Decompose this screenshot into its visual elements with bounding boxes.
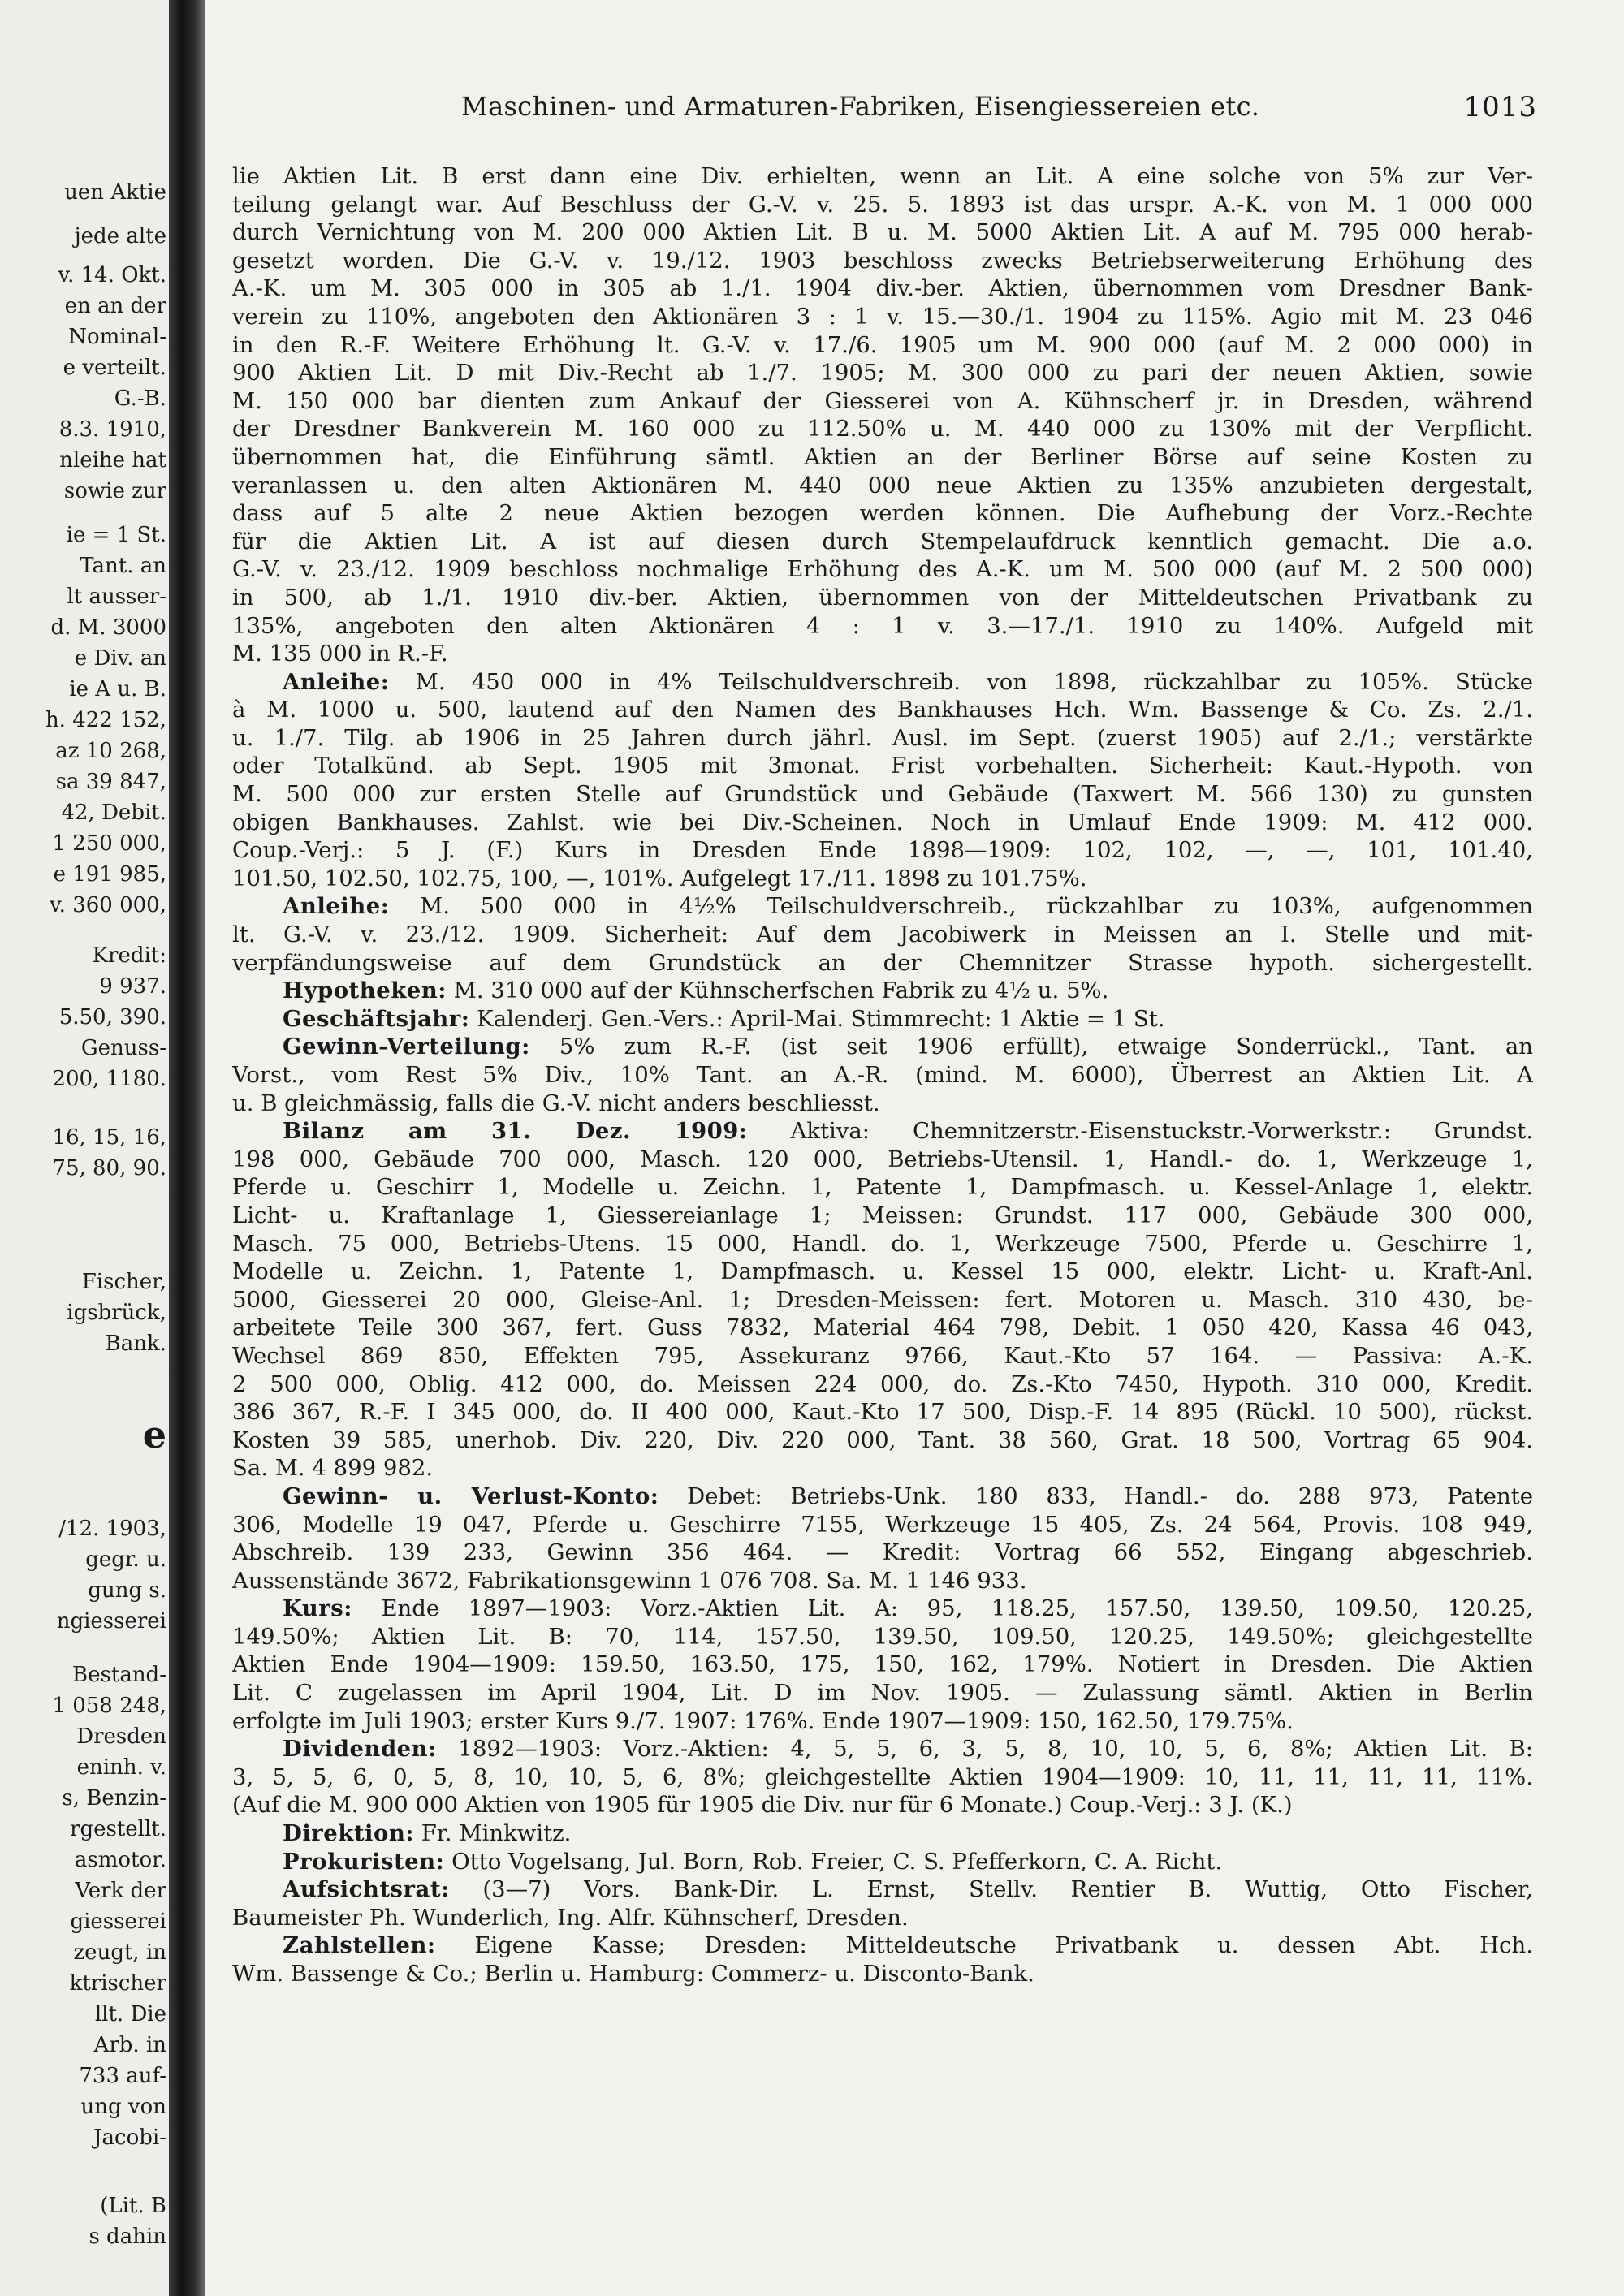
line-text: obigen Bankhauses. Zahlst. wie bei Div.-Scheinen. Noch in Umlauf Ende 1909: M. 412 000. [232, 809, 1533, 835]
previous-page-text-fragment: 9 937. [99, 974, 166, 999]
line-text: M. 450 000 in 4% Teilschuldverschreib. von 1898, rückzahlbar zu 105%. Stücke [389, 668, 1533, 695]
previous-page-text-fragment: llt. Die [94, 2002, 166, 2026]
text-line [232, 949, 1533, 978]
previous-page-text-fragment: s dahin [89, 2225, 166, 2249]
line-text: Modelle u. Zeichn. 1, Patente 1, Dampfmasch. u. Kessel 15 000, elektr. Licht- u. Kraft-Anl. [232, 1258, 1533, 1285]
line-text: M. 310 000 auf der Kühnscherfschen Fabrik zu 4½ u. 5%. [446, 978, 1109, 1004]
text-line [232, 1763, 1533, 1792]
line-text: Masch. 75 000, Betriebs-Utens. 15 000, Handl. do. 1, Werkzeuge 7500, Pferde u. Geschirre 1, [232, 1230, 1533, 1257]
text-line [232, 443, 1533, 472]
text-line [232, 1651, 1533, 1679]
line-text: Baumeister Ph. Wunderlich, Ing. Alfr. Kühnscherf, Dresden. [232, 1904, 909, 1931]
line-text: Sa. M. 4 899 982. [232, 1455, 434, 1482]
previous-page-text-fragment: d. M. 3000 [50, 615, 166, 640]
line-text: 198 000, Gebäude 700 000, Masch. 120 000, Betriebs-Utensil. 1, Handl.- do. 1, Werkzeuge 1, [232, 1146, 1533, 1172]
section-keyword: Anleihe: [283, 893, 390, 920]
line-text: für die Aktien Lit. A ist auf diesen durch Stempelaufdruck kenntlich gemacht. Die a.o. [232, 528, 1533, 555]
section-keyword: Prokuristen: [283, 1848, 445, 1875]
text-line [232, 331, 1533, 360]
section-keyword: Aufsichtsrat: [283, 1876, 450, 1903]
line-text: dass auf 5 alte 2 neue Aktien bezogen werden können. Die Aufhebung der Vorz.-Rechte [232, 500, 1533, 527]
text-line [232, 1370, 1533, 1399]
line-text: Aktien Ende 1904—1909: 159.50, 163.50, 175, 150, 162, 179%. Notiert in Dresden. Die Aktien [232, 1651, 1533, 1678]
line-text: à M. 1000 u. 500, lautend auf den Namen des Bankhauses Hch. Wm. Bassenge & Co. Zs. 2./1. [232, 697, 1533, 723]
previous-page-text-fragment: Kredit: [92, 943, 166, 968]
text-line [232, 1426, 1533, 1455]
line-text: Aktiva: Chemnitzerstr.-Eisenstuckstr.-Vorwerkstr.: Grundst. [747, 1118, 1533, 1145]
line-text: der Dresdner Bankverein M. 160 000 zu 112.50% u. M. 440 000 zu 130% mit der Verpflicht. [232, 416, 1533, 442]
line-text: in 500, ab 1./1. 1910 div.-ber. Aktien, übernommen von der Mitteldeutschen Privatbank zu [232, 584, 1533, 611]
section-line [232, 1595, 1533, 1623]
text-line [232, 752, 1533, 780]
text-line [232, 274, 1533, 303]
previous-page-text-fragment: ngiesserei [56, 1609, 166, 1634]
section-line [232, 1117, 1533, 1146]
line-text: verein zu 110%, angeboten den Aktionären 3 : 1 v. 15.—30./1. 1904 zu 115%. Agio mit M. 23 046 [232, 303, 1533, 330]
section-keyword: Hypotheken: [283, 978, 447, 1004]
line-text: lt. G.-V. v. 23./12. 1909. Sicherheit: Auf dem Jacobiwerk in Meissen an I. Stelle und mit- [232, 921, 1533, 948]
text-line [232, 1567, 1533, 1595]
previous-page-text-fragment: uen Aktie [64, 180, 166, 205]
section-keyword: Kurs: [283, 1595, 352, 1622]
line-text: teilung gelangt war. Auf Beschluss der G.-V. v. 25. 5. 1893 ist das urspr. A.-K. von M. 1 000 000 [232, 191, 1533, 218]
line-text: Wm. Bassenge & Co.; Berlin u. Hamburg: Commerz- u. Disconto-Bank. [232, 1961, 1034, 1987]
text-line [232, 584, 1533, 612]
line-text: Ende 1897—1903: Vorz.-Aktien Lit. A: 95, 118.25, 157.50, 139.50, 109.50, 120.25, [352, 1595, 1533, 1622]
previous-page-text-fragment: ung von [80, 2095, 166, 2119]
line-text: 900 Aktien Lit. D mit Div.-Recht ab 1./7. 1905; M. 300 000 zu pari der neuen Aktien, sowie [232, 360, 1533, 386]
line-text: M. 135 000 in R.-F. [232, 641, 448, 667]
text-line [232, 415, 1533, 443]
line-text: 135%, angeboten den alten Aktionären 4 : 1 v. 3.—17./1. 1910 zu 140%. Aufgeld mit [232, 612, 1533, 639]
previous-page-text-fragment: Jacobi- [93, 2126, 166, 2150]
line-text: durch Vernichtung von M. 200 000 Aktien Lit. B u. M. 5000 Aktien Lit. A auf M. 795 000 herab- [232, 219, 1533, 246]
previous-page-text-fragment: Bestand- [72, 1663, 166, 1687]
line-text: in den R.-F. Weitere Erhöhung lt. G.-V. v. 17./6. 1905 um M. 900 000 (auf M. 2 000 000) in [232, 331, 1533, 358]
section-keyword: Geschäftsjahr: [283, 1005, 470, 1032]
text-line [232, 1061, 1533, 1090]
section-keyword: Direktion: [283, 1820, 414, 1847]
previous-page-text-fragment: lt ausser- [67, 585, 166, 609]
previous-page-text-fragment: Tant. an [80, 554, 166, 578]
previous-page-text-fragment: 733 auf- [79, 2064, 166, 2088]
section-keyword: Dividenden: [283, 1736, 437, 1763]
section-keyword: Gewinn-Verteilung: [283, 1034, 530, 1060]
previous-page-text-fragment: ie A u. B. [69, 677, 166, 701]
line-text: 5% zum R.-F. (ist seit 1906 erfüllt), etwaige Sonderrückl., Tant. an [529, 1034, 1533, 1060]
text-line [232, 1791, 1533, 1819]
section-line [232, 1482, 1533, 1511]
text-line [232, 218, 1533, 247]
running-title: Maschinen- und Armaturen-Fabriken, Eisengiessereien etc. [461, 91, 1260, 122]
previous-page-text-fragment: gegr. u. [85, 1547, 166, 1572]
line-text: Coup.-Verj.: 5 J. (F.) Kurs in Dresden Ende 1898—1909: 102, 102, —, —, 101, 101.40, [232, 837, 1533, 864]
text-line [232, 191, 1533, 219]
text-line [232, 1539, 1533, 1567]
line-text: Eigene Kasse; Dresden: Mitteldeutsche Privatbank u. dessen Abt. Hch. [435, 1932, 1533, 1959]
previous-page-text-fragment: h. 422 152, [45, 708, 166, 732]
line-text: 101.50, 102.50, 102.75, 100, —, 101%. Aufgelegt 17./11. 1898 zu 101.75%. [232, 865, 1087, 891]
previous-page-text-fragment: Arb. in [93, 2033, 166, 2057]
text-line [232, 387, 1533, 416]
line-text: erfolgte im Juli 1903; erster Kurs 9./7. 1907: 176%. Ende 1907—1909: 150, 162.50, 179.75%. [232, 1707, 1294, 1734]
line-text: verpfändungsweise auf dem Grundstück an der Chemnitzer Strasse hypoth. sichergestellt. [232, 949, 1533, 976]
previous-page-text-fragment: v. 14. Okt. [58, 263, 166, 287]
previous-page-text-fragment: /12. 1903, [58, 1517, 166, 1541]
line-text: 3, 5, 5, 6, 0, 5, 8, 10, 10, 5, 6, 8%; gleichgestellte Aktien 1904—1909: 10, 11, 11, 11, 11, 11%. [232, 1763, 1533, 1790]
previous-page-text-fragment: 16, 15, 16, [52, 1125, 166, 1150]
text-line [232, 499, 1533, 528]
page-header [252, 91, 1537, 128]
line-text: 386 367, R.-F. I 345 000, do. II 400 000, Kaut.-Kto 17 500, Disp.-F. 14 895 (Rückl. 10 500), rückst. [232, 1399, 1533, 1426]
previous-page-text-fragment: sa 39 847, [55, 770, 166, 794]
previous-page-text-fragment: rgestellt. [70, 1817, 166, 1841]
section-line [232, 1875, 1533, 1904]
section-line [232, 1033, 1533, 1061]
line-text: Vorst., vom Rest 5% Div., 10% Tant. an A.-R. (mind. M. 6000), Überrest an Aktien Lit. A [232, 1062, 1533, 1088]
previous-page-text-fragment: asmotor. [74, 1848, 166, 1872]
section-line [232, 1005, 1533, 1034]
previous-page-text-fragment: igsbrück, [67, 1301, 166, 1325]
previous-page-fragment [0, 0, 166, 2296]
line-text: u. B gleichmässig, falls die G.-V. nicht anders beschliesst. [232, 1090, 880, 1116]
text-line [232, 696, 1533, 724]
text-line [232, 836, 1533, 865]
previous-page-text-fragment: zeugt, in [73, 1940, 166, 1965]
line-text: Fr. Minkwitz. [413, 1820, 572, 1847]
line-text: Lit. C zugelassen im April 1904, Lit. D im Nov. 1905. — Zulassung sämtl. Aktien in Berlin [232, 1680, 1533, 1707]
text-line [232, 1679, 1533, 1707]
text-line [232, 780, 1533, 809]
previous-page-text-fragment: Nominal- [68, 325, 166, 349]
text-line [232, 1398, 1533, 1426]
line-text: Kosten 39 585, unerhob. Div. 220, Div. 220 000, Tant. 38 560, Grat. 18 500, Vortrag 65 904. [232, 1426, 1533, 1453]
text-line [232, 612, 1533, 641]
line-text: 306, Modelle 19 047, Pferde u. Geschirre 7155, Werkzeuge 15 405, Zs. 24 564, Provis. 108 949, [232, 1511, 1533, 1538]
text-line [232, 528, 1533, 556]
section-keyword: Anleihe: [283, 668, 390, 695]
body-text [232, 162, 1533, 1988]
text-line [232, 1090, 1533, 1118]
text-line [232, 162, 1533, 191]
line-text: Licht- u. Kraftanlage 1, Giessereianlage 1; Meissen: Grundst. 117 000, Gebäude 300 000, [232, 1202, 1533, 1228]
line-text: übernommen hat, die Einführung sämtl. Aktien an der Berliner Börse auf seine Kosten zu [232, 443, 1533, 470]
line-text: 1892—1903: Vorz.-Aktien: 4, 5, 5, 6, 3, 5, 8, 10, 10, 5, 6, 8%; Aktien Lit. B: [436, 1736, 1533, 1763]
previous-page-text-fragment: ktrischer [69, 1971, 166, 1996]
previous-page-text-fragment: (Lit. B [100, 2194, 166, 2218]
line-text: 149.50%; Aktien Lit. B: 70, 114, 157.50, 139.50, 109.50, 120.25, 149.50%; gleichgestellte [232, 1623, 1533, 1650]
line-text: Wechsel 869 850, Effekten 795, Assekuranz 9766, Kaut.-Kto 57 164. — Passiva: A.-K. [232, 1342, 1533, 1369]
previous-page-text-fragment: Bank. [105, 1331, 166, 1356]
previous-page-text-fragment: giesserei [70, 1910, 166, 1934]
line-text: G.-V. v. 23./12. 1909 beschloss nochmalige Erhöhung des A.-K. um M. 500 000 (auf M. 2 500 000) [232, 556, 1533, 583]
text-line [232, 1904, 1533, 1932]
section-line [232, 1848, 1533, 1876]
section-line [232, 668, 1533, 697]
previous-page-text-fragment: nleihe hat [59, 448, 166, 473]
text-line [232, 865, 1533, 893]
previous-page-text-fragment: ie = 1 St. [66, 523, 166, 547]
text-line [232, 1173, 1533, 1202]
previous-page-text-fragment: 42, Debit. [61, 801, 166, 825]
previous-page-text-fragment: e Div. an [74, 646, 166, 671]
text-line [232, 724, 1533, 753]
text-line [232, 1286, 1533, 1314]
text-line [232, 359, 1533, 387]
previous-page-text-fragment: G.-B. [114, 386, 166, 411]
previous-page-text-fragment: s, Benzin- [62, 1786, 166, 1810]
line-text: gesetzt worden. Die G.-V. v. 19./12. 1903 beschloss zwecks Betriebserweiterung Erhöhung des [232, 247, 1533, 274]
previous-page-text-fragment: Dresden [76, 1724, 166, 1749]
previous-page-text-fragment: Genuss- [80, 1036, 166, 1060]
section-keyword: Gewinn- u. Verlust-Konto: [283, 1482, 659, 1509]
text-line [232, 1623, 1533, 1651]
text-line [232, 1202, 1533, 1230]
line-text: Debet: Betriebs-Unk. 180 833, Handl.- do. 288 973, Patente [659, 1482, 1533, 1509]
text-line [232, 303, 1533, 331]
line-text: Otto Vogelsang, Jul. Born, Rob. Freier, C. S. Pfefferkorn, C. A. Richt. [444, 1848, 1223, 1875]
section-line [232, 1735, 1533, 1763]
previous-page-text-fragment: sowie zur [63, 479, 166, 503]
previous-page-text-fragment: 75, 80, 90. [52, 1156, 166, 1180]
line-text: u. 1./7. Tilg. ab 1906 in 25 Jahren durch jährl. Ausl. im Sept. (zuerst 1905) auf 2./1.; verstärkte [232, 724, 1533, 751]
previous-page-text-fragment: 1 250 000, [52, 831, 166, 856]
line-text: Aussenstände 3672, Fabrikationsgewinn 1 076 708. Sa. M. 1 146 933. [232, 1567, 1027, 1594]
previous-page-text-fragment: en an der [64, 294, 166, 318]
line-text: M. 500 000 zur ersten Stelle auf Grundstück und Gebäude (Taxwert M. 566 130) zu gunsten [232, 781, 1533, 808]
line-text: lie Aktien Lit. B erst dann eine Div. erhielten, wenn an Lit. A eine solche von 5% zur Ver- [232, 163, 1533, 189]
line-text: veranlassen u. den alten Aktionären M. 440 000 neue Aktien zu 135% anzubieten dergestalt, [232, 472, 1533, 498]
line-text: M. 150 000 bar dienten zum Ankauf der Giesserei von A. Kühnscherf jr. in Dresden, während [232, 387, 1533, 414]
previous-page-text-fragment: 1 058 248, [52, 1694, 166, 1718]
text-line [232, 1960, 1533, 1988]
text-line [232, 555, 1533, 584]
section-keyword: Bilanz am 31. Dez. 1909: [283, 1118, 748, 1145]
section-line [232, 892, 1533, 921]
previous-page-text-fragment: e verteilt. [63, 356, 166, 380]
line-text: 2 500 000, Oblig. 412 000, do. Meissen 224 000, do. Zs.-Kto 7450, Hypoth. 310 000, Kredit. [232, 1370, 1533, 1397]
text-line [232, 1230, 1533, 1258]
line-text: Kalenderj. Gen.-Vers.: April-Mai. Stimmrecht: 1 Aktie = 1 St. [469, 1005, 1165, 1032]
text-line [232, 472, 1533, 500]
text-line [232, 1511, 1533, 1539]
previous-page-text-fragment: jede alte [74, 224, 166, 248]
previous-page-text-fragment: az 10 268, [55, 739, 166, 763]
line-text: A.-K. um M. 305 000 in 305 ab 1./1. 1904 div.-ber. Aktien, übernommen vom Dresdner Bank- [232, 275, 1533, 302]
section-line [232, 1819, 1533, 1848]
section-line [232, 1931, 1533, 1960]
previous-page-text-fragment: 5.50, 390. [58, 1005, 166, 1029]
line-text: (3—7) Vors. Bank-Dir. L. Ernst, Stellv. Rentier B. Wuttig, Otto Fischer, [449, 1876, 1533, 1903]
previous-page-text-fragment: gung s. [88, 1578, 166, 1603]
line-text: Abschreib. 139 233, Gewinn 356 464. — Kredit: Vortrag 66 552, Eingang abgeschrieb. [232, 1539, 1533, 1566]
page-number: 1013 [1463, 91, 1537, 123]
section-keyword: Zahlstellen: [283, 1932, 436, 1959]
previous-page-text-fragment: eninh. v. [76, 1755, 166, 1780]
text-line [232, 1258, 1533, 1286]
line-text: M. 500 000 in 4½% Teilschuldverschreib., rückzahlbar zu 103%, aufgenommen [389, 893, 1533, 920]
previous-page-text-fragment: e [142, 1413, 166, 1457]
text-line [232, 640, 1533, 668]
previous-page-text-fragment: Verk der [75, 1879, 166, 1903]
previous-page-text-fragment: 200, 1180. [52, 1067, 166, 1091]
text-line [232, 1146, 1533, 1174]
text-line [232, 1342, 1533, 1370]
line-text: oder Totalkünd. ab Sept. 1905 mit 3monat. Frist vorbehalten. Sicherheit: Kaut.-Hypoth. von [232, 753, 1533, 779]
line-text: arbeitete Teile 300 367, fert. Guss 7832, Material 464 798, Debit. 1 050 420, Kassa 46 043, [232, 1314, 1533, 1341]
previous-page-text-fragment: e 191 985, [53, 862, 166, 887]
text-line [232, 1707, 1533, 1736]
line-text: (Auf die M. 900 000 Aktien von 1905 für 1905 die Div. nur für 6 Monate.) Coup.-Verj.: 3 J. (K.) [232, 1792, 1293, 1819]
previous-page-text-fragment: Fischer, [81, 1270, 166, 1294]
text-line [232, 921, 1533, 949]
line-text: Pferde u. Geschirr 1, Modelle u. Zeichn. 1, Patente 1, Dampfmasch. u. Kessel-Anlage 1, elektr. [232, 1174, 1533, 1201]
line-text: 5000, Giesserei 20 000, Gleise-Anl. 1; Dresden-Meissen: fert. Motoren u. Masch. 310 430, be- [232, 1286, 1533, 1313]
previous-page-text-fragment: v. 360 000, [50, 893, 166, 917]
book-gutter [169, 0, 205, 2296]
previous-page-text-fragment: 8.3. 1910, [58, 417, 166, 442]
text-line [232, 809, 1533, 837]
text-line [232, 1314, 1533, 1342]
text-line [232, 1454, 1533, 1482]
text-line [232, 247, 1533, 275]
section-line [232, 977, 1533, 1005]
